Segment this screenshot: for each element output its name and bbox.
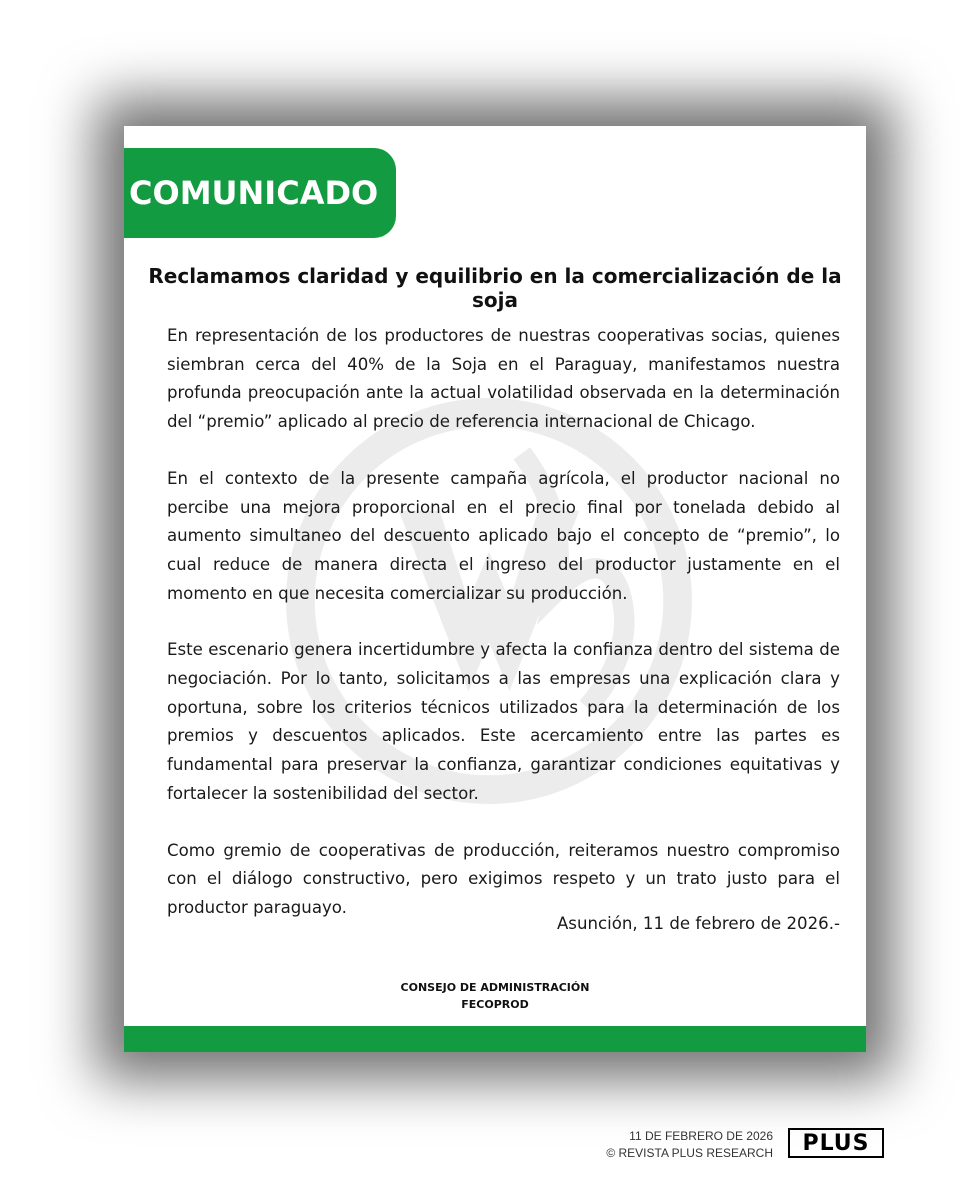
date-line: Asunción, 11 de febrero de 2026.- [556,914,840,933]
publication-credit [606,1128,773,1162]
comunicado-banner [124,148,396,238]
banner-label: COMUNICADO [129,174,379,212]
plus-logo: PLUS [788,1128,884,1158]
document-title: Reclamamos claridad y equilibrio en la comercialización de la soja [148,264,842,312]
press-release-document [124,126,866,1052]
paragraph: Este escenario genera incertidumbre y afecta la confianza dentro del sistema de negociación. Por lo tanto, solicitamos a las empresas una explicación clara y oportuna, sobre los criterios técnicos utilizados para la determinación de los premios y descuentos aplicados. Este acercamiento entre las partes es fundamental para preservar la confianza, garantizar condiciones equitativas y fortalecer la sostenibilidad del sector. [167,640,840,803]
paragraph: En el contexto de la presente campaña agrícola, el productor nacional no percibe una mejora proporcional en el precio final por tonelada debido al aumento simultaneo del descuento aplicado bajo el concepto de “premio”, lo cual reduce de manera directa el ingreso del productor justamente en el momento en que necesita comercializar su producción. [167,468,840,603]
document-body [167,322,840,923]
paragraph: Como gremio de cooperativas de producción, reiteramos nuestro compromiso con el diálogo constructivo, pero exigimos respeto y un trato justo para el productor paraguayo. [167,840,840,917]
credit-date: 11 DE FEBRERO DE 2026 [629,1129,773,1143]
signature-block [124,979,866,1013]
footer-green-bar [124,1026,866,1052]
paragraph: En representación de los productores de nuestras cooperativas socias, quienes siembran cerca del 40% de la Soja en el Paraguay, manifestamos nuestra profunda preocupación ante la actual volatilidad observada en la determinación del “premio” aplicado al precio de referencia internacional de Chicago. [167,326,840,432]
signature-organization: FECOPROD [461,998,529,1011]
signature-council: CONSEJO DE ADMINISTRACIÓN [400,981,590,994]
credit-source: © REVISTA PLUS RESEARCH [606,1146,773,1160]
